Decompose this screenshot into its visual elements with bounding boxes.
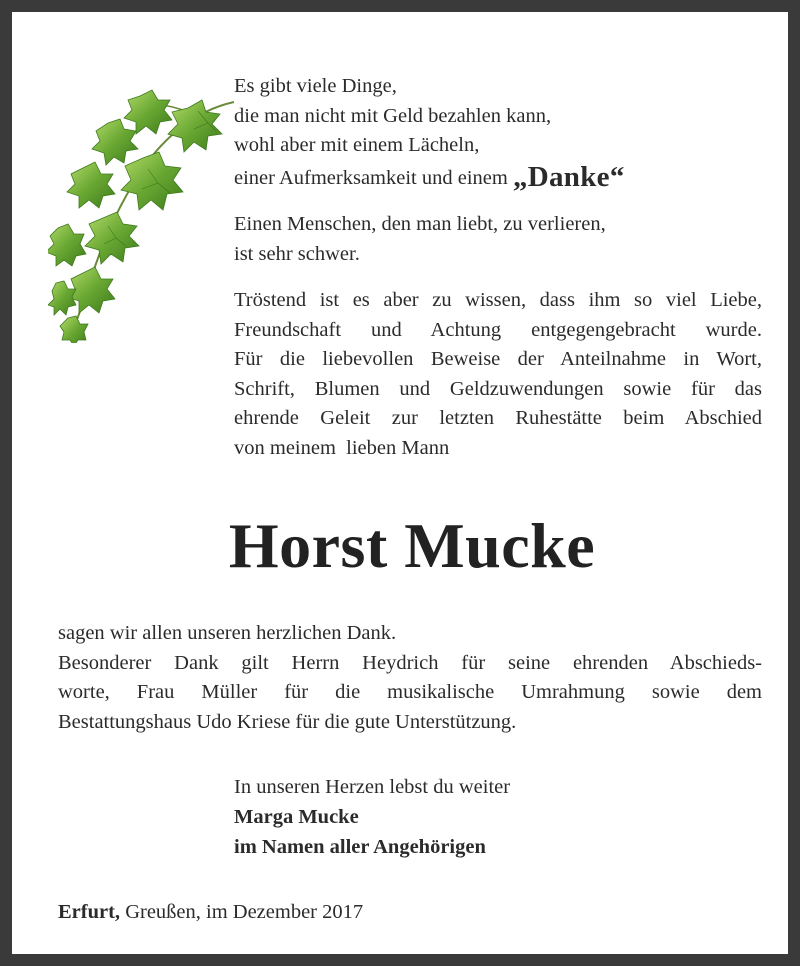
poem-line: wohl aber mit einem Lächeln, <box>234 134 480 156</box>
thanks-line: Besonderer Dank gilt Herrn Heydrich für seine ehrenden Abschieds- <box>58 651 762 674</box>
poem-line: einer Aufmerksamkeit und einem <box>234 166 508 189</box>
thanks-line: worte, Frau Müller für die musikalische Umrahmung sowie dem <box>58 681 762 703</box>
poem-stanza-2 <box>234 210 762 269</box>
poem-line: ist sehr schwer. <box>234 242 360 265</box>
place-city: Erfurt, <box>58 901 121 923</box>
poem-line: Freundschaft und Achtung entgegengebracht wurde. <box>234 318 762 341</box>
poem-line: Es gibt viele Dinge, <box>234 75 397 97</box>
poem-stanza-1 <box>234 72 762 193</box>
poem-line: ehrende Geleit zur letzten Ruhestätte beim Abschied <box>234 407 762 429</box>
place-date <box>58 897 363 927</box>
signature-block <box>234 772 754 862</box>
poem-stanza-3 <box>234 286 762 463</box>
poem-line: von meinem lieben Mann <box>234 436 450 459</box>
poem-line: Tröstend ist es aber zu wissen, dass ihm so viel Liebe, <box>234 289 762 311</box>
thanks-line: sagen wir allen unseren herzlichen Dank. <box>58 622 397 644</box>
poem-line: die man nicht mit Geld bezahlen kann, <box>234 104 552 127</box>
deceased-name: Horst Mucke <box>228 510 596 581</box>
signatory-name: Marga Mucke <box>234 806 359 828</box>
poem-line: Für die liebevollen Beweise der Anteilnahme in Wort, <box>234 348 762 370</box>
poem-line: Schrift, Blumen und Geldzuwendungen sowie für das <box>234 377 762 400</box>
grape-vine-leaves-icon <box>48 78 243 343</box>
poem-line: Einen Menschen, den man liebt, zu verlieren, <box>234 213 606 235</box>
thanks-line: Bestattungshaus Udo Kriese für die gute Unterstützung. <box>58 710 517 733</box>
thanks-text <box>58 619 762 737</box>
danke-word: „Danke“ <box>512 160 625 193</box>
signatory-relatives: im Namen aller Angehörigen <box>234 836 486 858</box>
poem-text <box>234 72 762 480</box>
place-date-rest: Greußen, im Dezember 2017 <box>120 901 364 923</box>
signature-line: In unseren Herzen lebst du weiter <box>234 776 511 798</box>
